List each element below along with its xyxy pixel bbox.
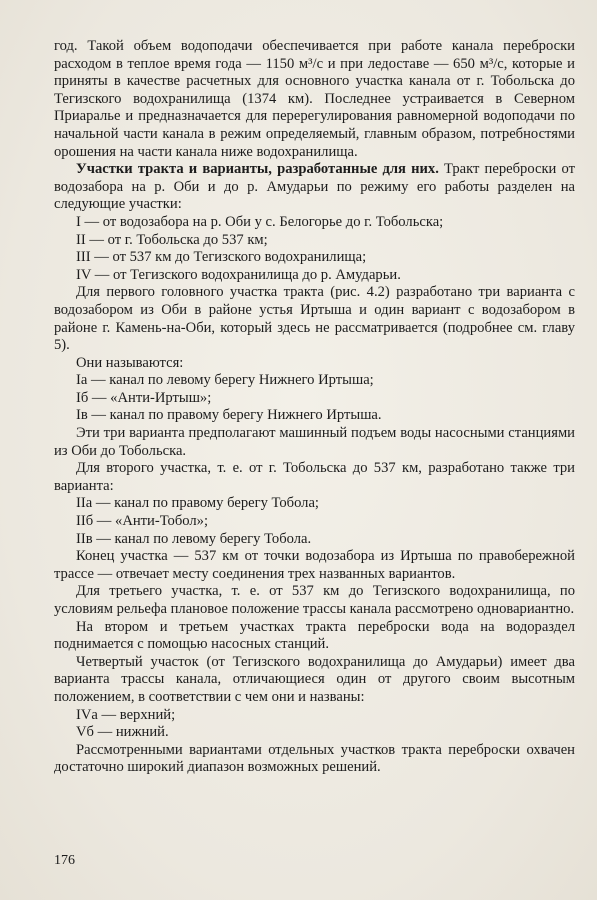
- list-item: II — от г. Тобольска до 537 км;: [76, 231, 268, 248]
- list-item: IIа — канал по правому берегу Тобола;: [76, 495, 319, 512]
- paragraph: Четвертый участок (от Тегизского водохранилища до Амударьи) имеет два варианта трассы канала, отличающиеся один от другого своим высотным положением, в соответствии с чем они и названы:: [54, 653, 575, 705]
- list-item: IVа — верхний;: [76, 706, 176, 723]
- paragraph: Для второго участка, т. е. от г. Тобольска до 537 км, разработано также три варианта:: [54, 460, 575, 494]
- paragraph: Для третьего участка, т. е. от 537 км до Тегизского водохранилища, по условиям рельефа плановое положение трассы канала рассмотрено одновариантно.: [54, 583, 575, 617]
- list-item: Iб — «Анти-Иртыш»;: [76, 389, 212, 406]
- paragraph: Они называются:: [76, 354, 184, 371]
- paragraph: Для первого головного участка тракта (рис. 4.2) разработано три варианта с водозабором из Оби в районе устья Иртыша и один вариант с водозабором в районе г. Камень-на-Оби, который здесь не рассматривается (подробнее см. главу 5).: [54, 284, 575, 354]
- list-item: III — от 537 км до Тегизского водохранилища;: [76, 249, 367, 266]
- list-item: IIб — «Анти-Тобол»;: [76, 513, 209, 530]
- page-number: 176: [54, 853, 75, 868]
- section-paragraph: [54, 161, 575, 214]
- paragraph: На втором и третьем участках тракта переброски вода на водораздел поднимается с помощью насосных станций.: [54, 618, 575, 653]
- paragraph: год. Такой объем водоподачи обеспечивается при работе канала переброски расходом в теплое время года — 1150 м³/с и при ледоставе — 650 м³/с, которые и приняты в качестве расчетных для основного участка канала от г. Тобольска до Тегизского водохранилища (1374 км). Последнее устраивается в Северном Приаралье и предназначается для перерегулирования равномерной водоподачи по начальной части канала в режим определяемый, главным образом, потребностями орошения на части канала ниже водохранилища.: [54, 38, 575, 160]
- page-text: [54, 38, 575, 777]
- list-item: Iв — канал по правому берегу Нижнего Иртыша.: [76, 407, 382, 424]
- list-item: I — от водозабора на р. Оби у с. Белогорье до г. Тобольска;: [76, 213, 444, 230]
- section-heading: Участки тракта и варианты, разработанные для них.: [76, 161, 439, 178]
- paragraph: Эти три варианта предполагают машинный подъем воды насосными станциями из Оби до Тобольска.: [54, 425, 575, 459]
- paragraph: Рассмотренными вариантами отдельных участков тракта переброски охвачен достаточно широкий диапазон возможных решений.: [54, 741, 575, 776]
- list-item: Iа — канал по левому берегу Нижнего Иртыша;: [76, 372, 374, 389]
- paragraph: Конец участка — 537 км от точки водозабора из Иртыша по правобережной трассе — отвечает месту соединения трех названных вариантов.: [54, 548, 575, 582]
- list-item: IV — от Тегизского водохранилища до р. Амударьи.: [76, 266, 401, 283]
- list-item: IIв — канал по левому берегу Тобола.: [76, 530, 312, 547]
- section-text: Тракт переброски от водозабора на р. Оби и до р. Амударьи по режиму его работы разделен на следующие участки:: [54, 161, 575, 213]
- list-item: Vб — нижний.: [76, 724, 169, 741]
